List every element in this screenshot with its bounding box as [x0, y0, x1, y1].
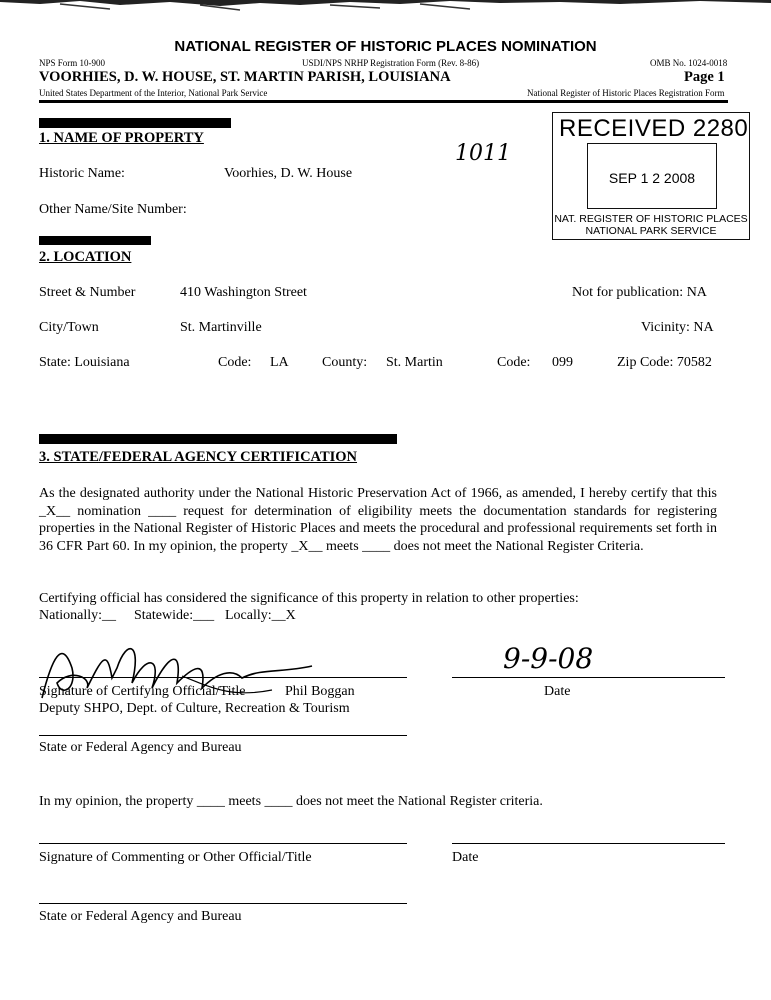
county-code-value: 099 [552, 355, 573, 370]
commenting-date-line [452, 843, 725, 844]
nationally: Nationally:__ [39, 608, 116, 623]
locally: Locally:__X [225, 608, 296, 623]
agency-label: State or Federal Agency and Bureau [39, 740, 242, 755]
signer-name: Phil Boggan [285, 684, 355, 699]
stamp-date-box [587, 143, 717, 209]
page-number: Page 1 [684, 69, 725, 85]
city-label: City/Town [39, 320, 99, 335]
omb-number: OMB No. 1024-0018 [650, 58, 728, 68]
received-stamp [552, 112, 750, 240]
section3-bar [39, 434, 397, 444]
stamp-line-1: NAT. REGISTER OF HISTORIC PLACES [554, 213, 748, 225]
registration-form-version: USDI/NPS NRHP Registration Form (Rev. 8-86) [302, 58, 480, 68]
section1-heading: 1. NAME OF PROPERTY [39, 130, 204, 146]
signer-title: Deputy SHPO, Dept. of Culture, Recreation & Tourism [39, 701, 350, 716]
date-label: Date [544, 684, 571, 699]
section1-bar [39, 118, 231, 128]
state-code-label: Code: [218, 355, 252, 370]
vicinity: Vicinity: NA [641, 320, 714, 335]
state: State: Louisiana [39, 355, 130, 370]
zip-code: Zip Code: 70582 [617, 355, 712, 370]
statewide: Statewide:___ [134, 608, 215, 623]
commenting-label: Signature of Commenting or Other Official/Title [39, 850, 312, 865]
city-value: St. Martinville [180, 320, 262, 335]
handwritten-number: 1011 [455, 141, 511, 166]
stamp-received-text: RECEIVED 2280 [559, 115, 749, 142]
historic-name-value: Voorhies, D. W. House [224, 166, 353, 181]
date-label-2: Date [452, 850, 479, 865]
county-code-label: Code: [497, 355, 531, 370]
agency-label-2: State or Federal Agency and Bureau [39, 909, 242, 924]
stamp-line-2: NATIONAL PARK SERVICE [585, 225, 717, 237]
section3-heading: 3. STATE/FEDERAL AGENCY CERTIFICATION [39, 449, 358, 465]
other-name-label: Other Name/Site Number: [39, 202, 187, 217]
significance-text: Certifying official has considered the significance of this property in relation to other properties: [39, 591, 579, 606]
street-value: 410 Washington Street [180, 285, 307, 300]
department-line: United States Department of the Interior, National Park Service [39, 88, 268, 98]
section2-bar [39, 236, 151, 245]
section2-heading: 2. LOCATION [39, 249, 132, 265]
certification-paragraph: As the designated authority under the National Historic Preservation Act of 1966, as amended, I hereby certify that this _X__ nomination ____ request for determination of eligibility meets the documentation standards for registering properties in the National Register of Historic Places and meets the procedural and professional requirements set forth in 36 CFR Part 60. In my opinion, the property _X__ meets ____ does not meet the National Register Criteria. [39, 486, 717, 554]
agency-line [39, 735, 407, 736]
street-label: Street & Number [39, 285, 136, 300]
signature-label: Signature of Certifying Official/Title [39, 684, 246, 699]
opinion-text: In my opinion, the property ____ meets ____ does not meet the National Register criteria. [39, 794, 543, 809]
form-title: NATIONAL REGISTER OF HISTORIC PLACES NOMINATION [174, 38, 597, 55]
commenting-signature-line [39, 843, 407, 844]
header-rule [39, 100, 728, 103]
county-value: St. Martin [386, 355, 443, 370]
date-line [452, 677, 725, 678]
state-code-value: LA [270, 355, 289, 370]
county-label: County: [322, 355, 368, 370]
form-number: NPS Form 10-900 [39, 58, 106, 68]
handwritten-date: 9-9-08 [503, 642, 594, 675]
register-form-line: National Register of Historic Places Registration Form [527, 88, 725, 98]
property-line: VOORHIES, D. W. HOUSE, ST. MARTIN PARISH, LOUISIANA [39, 69, 451, 85]
agency-line-2 [39, 903, 407, 904]
stamp-date: SEP 1 2 2008 [608, 170, 696, 186]
historic-name-label: Historic Name: [39, 166, 125, 181]
signature-line [39, 677, 407, 678]
scan-edge-noise [0, 0, 771, 14]
not-for-publication: Not for publication: NA [572, 285, 707, 300]
